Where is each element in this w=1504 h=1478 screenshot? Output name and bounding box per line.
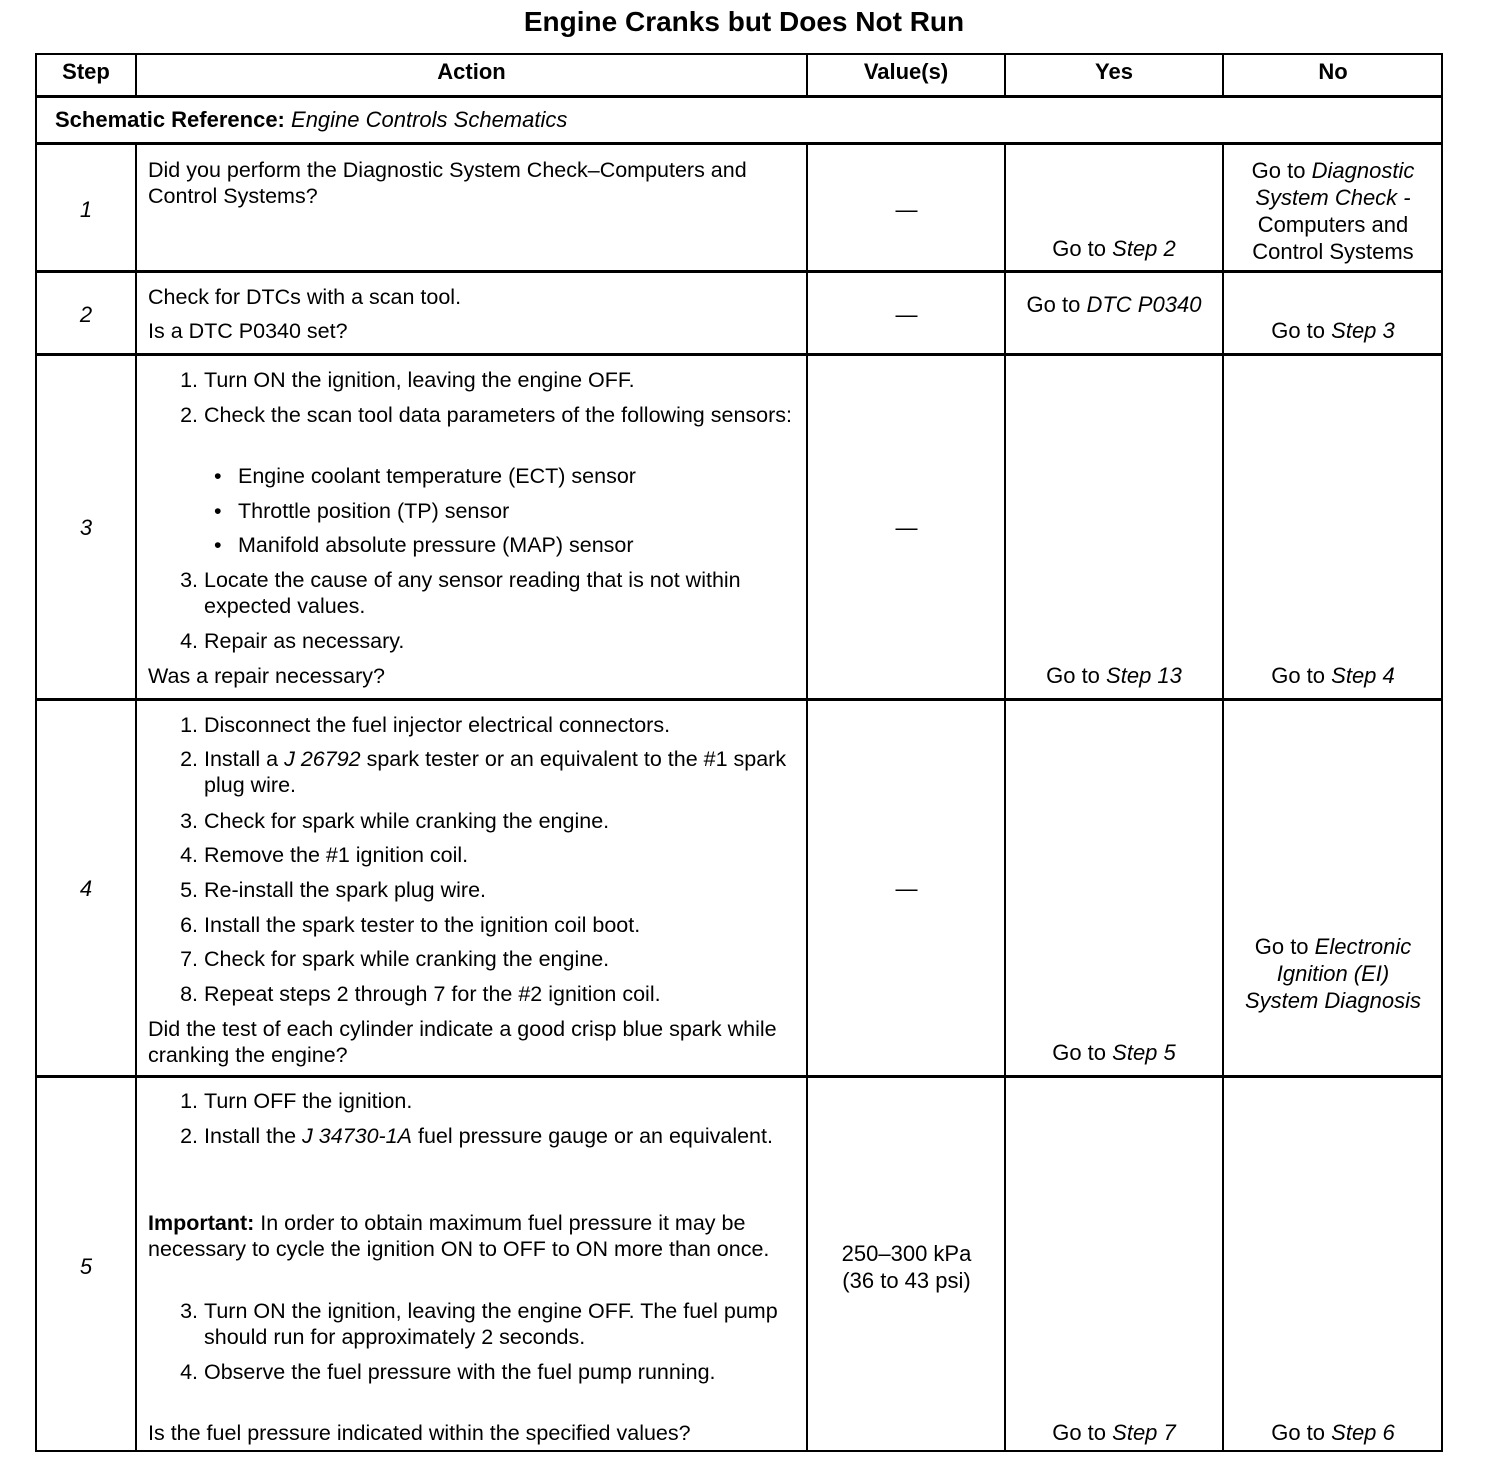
schematic-divider <box>35 142 1443 145</box>
page-title: Engine Cranks but Does Not Run <box>523 6 965 37</box>
col-divider-step <box>135 142 137 1452</box>
important-note: Important: In order to obtain maximum fuel pressure it may be necessary to cycle the ignition ON to OFF to ON more than once. <box>148 1211 770 1261</box>
yes-result[interactable]: Go to Step 2 <box>1052 236 1176 261</box>
yes-result[interactable]: Go to Step 5 <box>1052 1040 1176 1065</box>
value-dash: — <box>895 302 918 327</box>
action-text: Check for DTCs with a scan tool. <box>148 285 462 309</box>
schematic-link[interactable]: Engine Controls Schematics <box>291 107 568 132</box>
row2-divider <box>35 353 1443 356</box>
step-number: 1 <box>79 197 93 222</box>
no-result[interactable]: Go to Diagnostic System Check - Computers and Control Systems <box>1251 158 1415 264</box>
no-result[interactable]: Go to Step 4 <box>1271 663 1395 688</box>
step-number: 3 <box>79 515 93 540</box>
header-yes: Yes <box>1095 59 1133 84</box>
no-result[interactable]: Go to Step 3 <box>1271 318 1395 343</box>
value-dash: — <box>895 876 918 901</box>
action-question: Is the fuel pressure indicated within the specified values? <box>148 1421 691 1445</box>
action-question: Did the test of each cylinder indicate a good crisp blue spark while cranking the engine? <box>148 1017 777 1067</box>
yes-result[interactable]: Go to Step 13 <box>1046 663 1182 688</box>
step-number: 2 <box>79 302 93 327</box>
action-text: Did you perform the Diagnostic System Check–Computers and Control Systems? <box>148 158 747 208</box>
no-result[interactable]: Go to Electronic Ignition (EI) System Diagnosis <box>1244 934 1422 1013</box>
schematic-label: Schematic Reference: <box>55 107 285 132</box>
action-question: Was a repair necessary? <box>148 664 385 688</box>
step-number: 5 <box>79 1254 93 1279</box>
yes-result[interactable]: Go to DTC P0340 <box>1026 292 1202 317</box>
row4-divider <box>35 1075 1443 1078</box>
header-no: No <box>1318 59 1348 84</box>
row3-divider <box>35 698 1443 701</box>
schematic-reference <box>55 107 567 133</box>
value-dash: — <box>895 197 918 222</box>
no-result[interactable]: Go to Step 6 <box>1271 1420 1395 1445</box>
header-values: Value(s) <box>863 59 949 84</box>
row1-divider <box>35 270 1443 273</box>
action-question: Is a DTC P0340 set? <box>148 319 348 343</box>
value-spec: 250–300 kPa (36 to 43 psi) <box>841 1241 972 1293</box>
header-divider <box>35 95 1443 98</box>
value-dash: — <box>895 515 918 540</box>
yes-result[interactable]: Go to Step 7 <box>1052 1420 1176 1445</box>
header-step: Step <box>62 59 110 84</box>
header-action: Action <box>437 59 506 84</box>
step-number: 4 <box>79 876 93 901</box>
